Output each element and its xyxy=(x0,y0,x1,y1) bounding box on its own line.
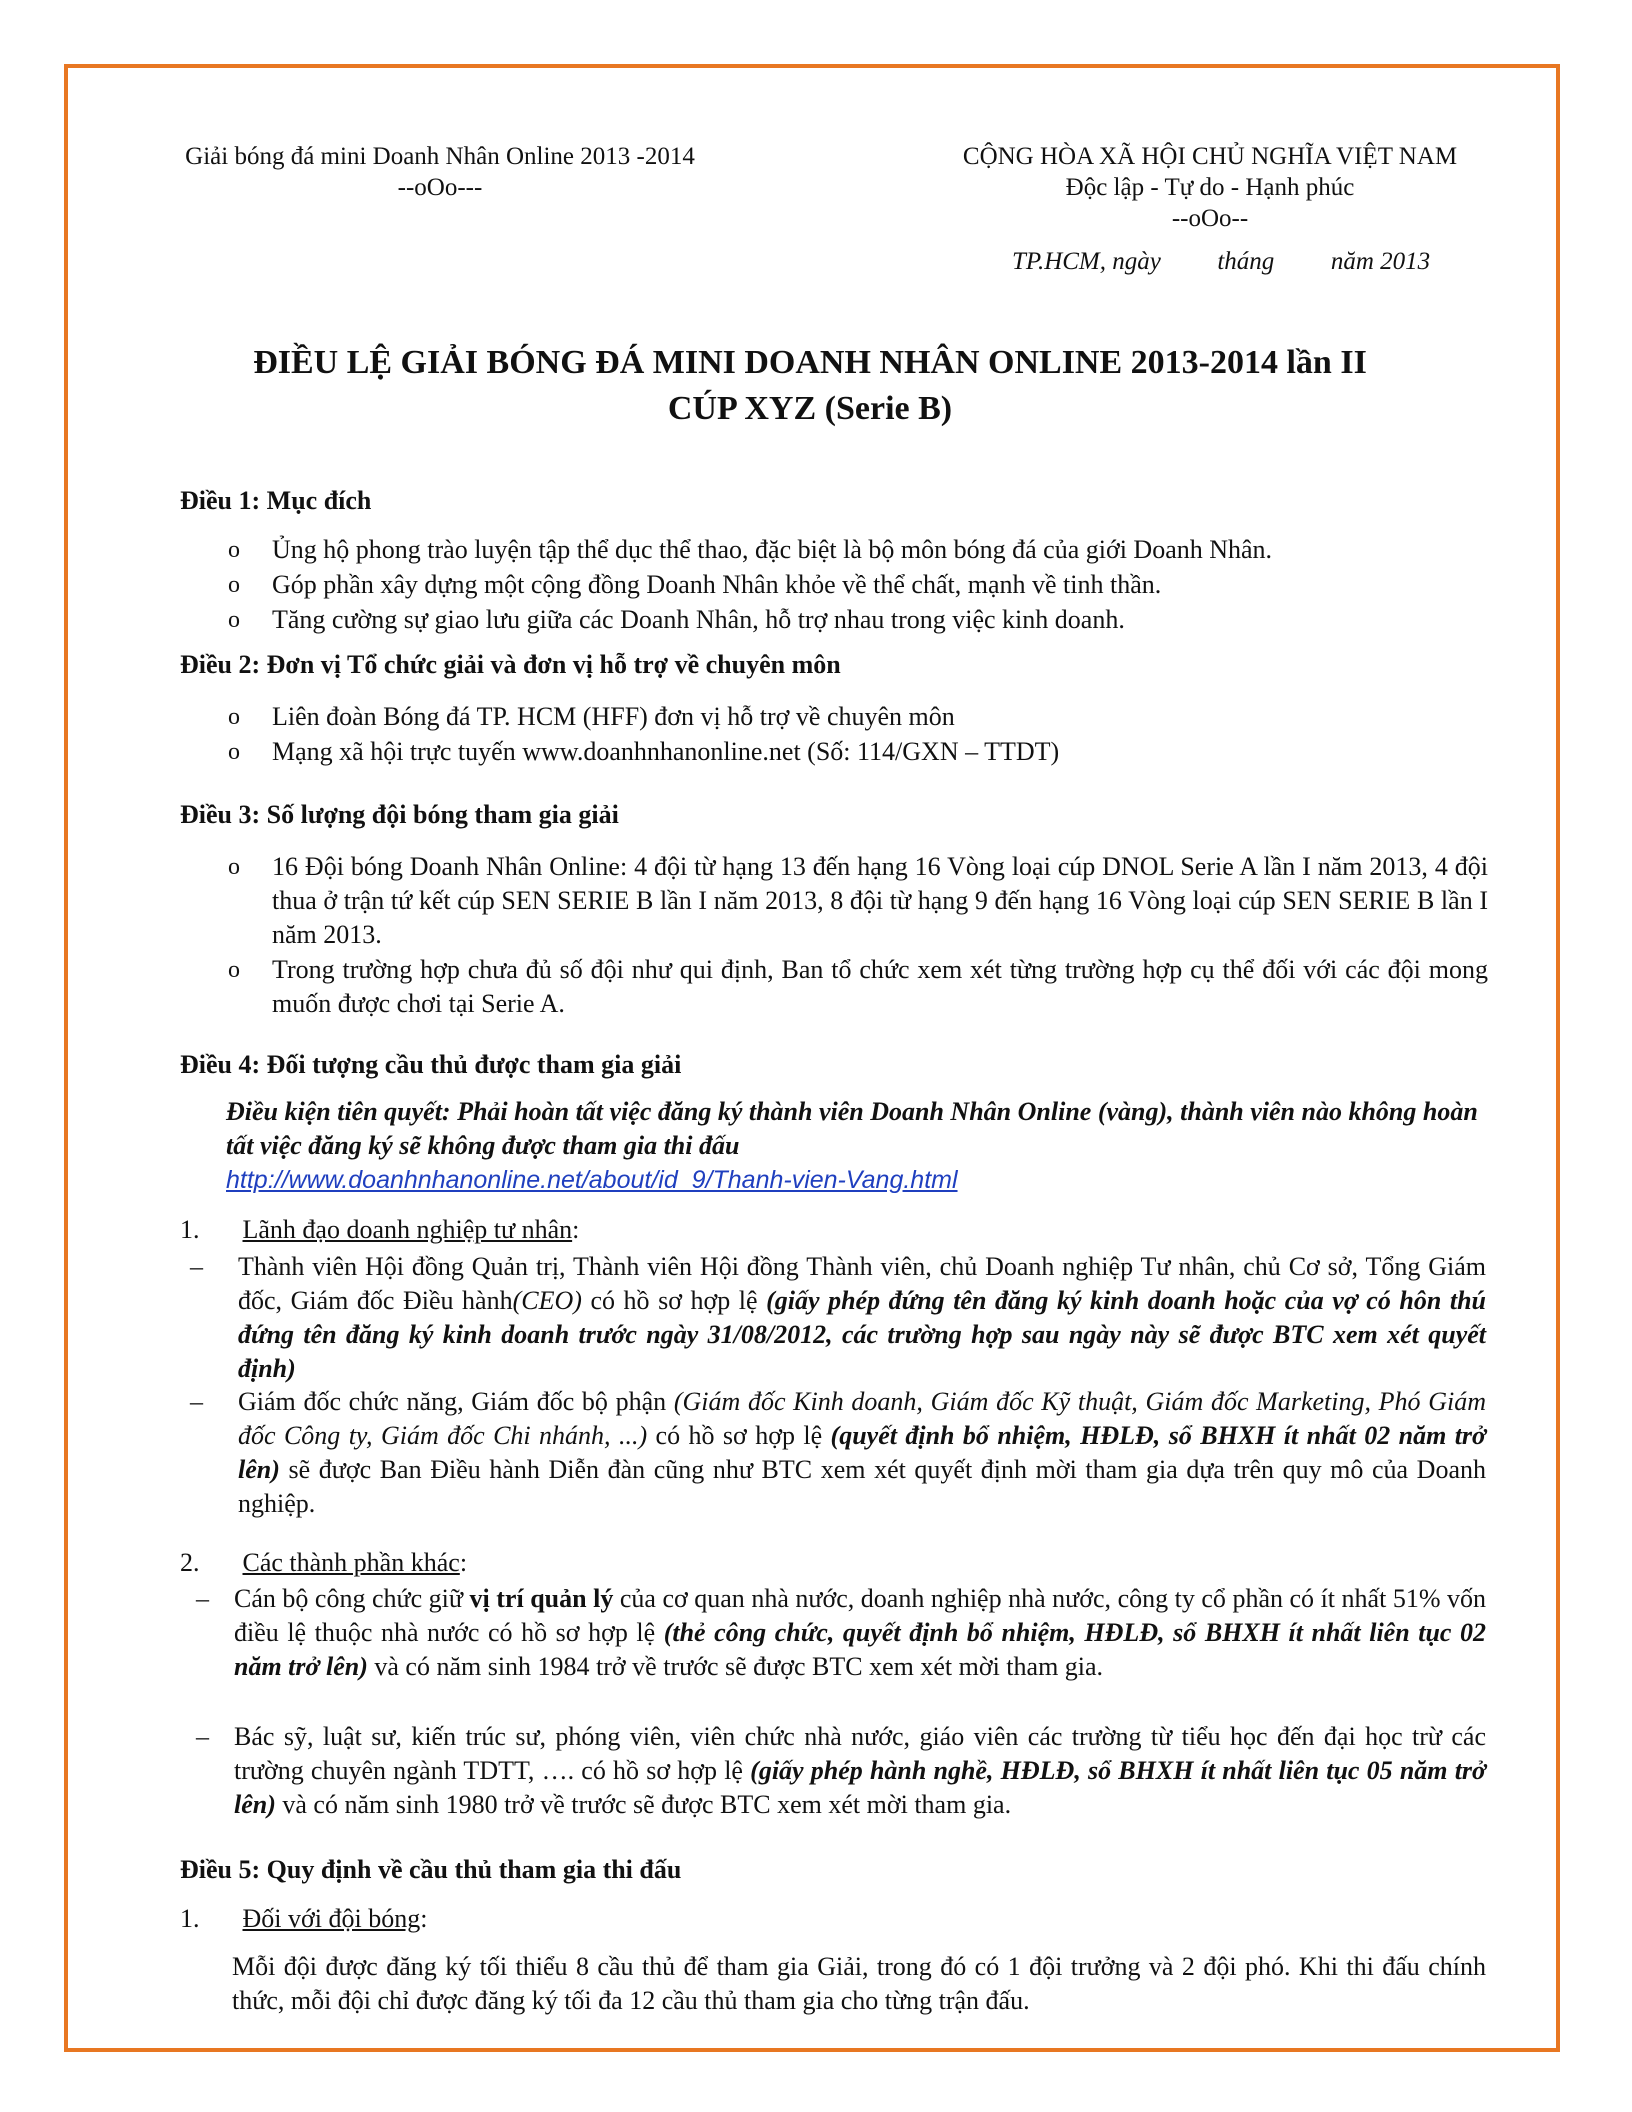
list-item: – Bác sỹ, luật sư, kiến trúc sư, phóng viên, viên chức nhà nước, giáo viên các trường từ tiểu học đến đại học trừ các trường chuyên ngành TDTT, …. có hồ sơ hợp lệ (giấy phép hành nghề, HĐLĐ, sổ BHXH ít nhất liên tục 05 năm trở lên) và có năm sinh 1980 trở về trước sẽ được BTC xem xét mời tham gia. xyxy=(196,1722,1486,1819)
dash-marker: – xyxy=(196,1722,209,1751)
list-item: – Thành viên Hội đồng Quản trị, Thành viên Hội đồng Thành viên, chủ Doanh nghiệp Tư nhân, chủ Cơ sở, Tổng Giám đốc, Giám đốc Điều hành(CEO) có hồ sơ hợp lệ (giấy phép đứng tên đăng ký kinh doanh hoặc của vợ có hôn thú đứng tên đăng ký kinh doanh trước ngày 31/08/2012, các trường hợp sau ngày này sẽ được BTC xem xét quyết định) xyxy=(190,1252,1486,1383)
title-line-2: CÚP XYZ (Serie B) xyxy=(667,390,953,427)
article-1-heading: Điều 1: Mục đích xyxy=(180,486,372,515)
section-4-2-heading: 2. Các thành phần khác: xyxy=(180,1548,468,1577)
dash-marker: – xyxy=(190,1252,203,1281)
list-item: o Trong trường hợp chưa đủ số đội như qui định, Ban tổ chức xem xét từng trường hợp cụ thể đối với các đội mong muốn được chơi tại Serie A. xyxy=(228,955,1488,1018)
header-left-ornament: --oOo--- xyxy=(397,174,483,201)
bullet-marker: o xyxy=(228,854,240,880)
dash-marker: – xyxy=(196,1584,209,1613)
dash-marker: – xyxy=(190,1387,203,1416)
date-line xyxy=(1012,248,1430,276)
list-item: o Ủng hộ phong trào luyện tập thể dục thể thao, đặc biệt là bộ môn bóng đá của giới Doanh Nhân. xyxy=(228,533,1488,567)
motto: Độc lập - Tự do - Hạnh phúc xyxy=(1065,174,1355,201)
list-item: o Mạng xã hội trực tuyến www.doanhnhanonline.net (Số: 114/GXN – TTDT) xyxy=(228,735,1488,769)
section-5-1-heading: 1. Đối với đội bóng: xyxy=(180,1904,428,1933)
date-month: tháng xyxy=(1217,248,1275,275)
section-title: Đối với đội bóng xyxy=(242,1904,421,1933)
header-right xyxy=(940,141,1480,234)
section-title: Lãnh đạo doanh nghiệp tư nhân xyxy=(242,1215,573,1244)
title-line-1: ĐIỀU LỆ GIẢI BÓNG ĐÁ MINI DOANH NHÂN ONLINE 2013-2014 lần II xyxy=(253,344,1367,381)
bullet-marker: o xyxy=(228,607,240,633)
list-item: o Liên đoàn Bóng đá TP. HCM (HFF) đơn vị hỗ trợ về chuyên môn xyxy=(228,700,1488,734)
date-year: năm 2013 xyxy=(1330,248,1431,275)
section-4-1-heading: 1. Lãnh đạo doanh nghiệp tư nhân: xyxy=(180,1215,580,1244)
bullet-marker: o xyxy=(228,572,240,598)
bullet-marker: o xyxy=(228,739,240,765)
gold-member-link[interactable]: http://www.doanhnhanonline.net/about/id_9/Thanh-vien-Vang.html xyxy=(226,1166,958,1194)
section-number: 2. xyxy=(180,1548,200,1577)
bullet-marker: o xyxy=(228,704,240,730)
tournament-name: Giải bóng đá mini Doanh Nhân Online 2013 -2014 xyxy=(185,143,695,170)
list-item: o Góp phần xây dựng một cộng đồng Doanh Nhân khỏe về thể chất, mạnh về tinh thần. xyxy=(228,568,1488,602)
team-rule-paragraph: Mỗi đội được đăng ký tối thiểu 8 cầu thủ để tham gia Giải, trong đó có 1 đội trưởng và 2 đội phó. Khi thi đấu chính thức, mỗi đội chỉ được đăng ký tối đa 12 cầu thủ tham gia cho từng trận đấu. xyxy=(232,1952,1486,2015)
list-item: o Tăng cường sự giao lưu giữa các Doanh Nhân, hỗ trợ nhau trong việc kinh doanh. xyxy=(228,603,1488,637)
date-place: TP.HCM, ngày xyxy=(1012,248,1161,275)
article-2-heading: Điều 2: Đơn vị Tổ chức giải và đơn vị hỗ trợ về chuyên môn xyxy=(180,650,841,679)
list-item: o 16 Đội bóng Doanh Nhân Online: 4 đội từ hạng 13 đến hạng 16 Vòng loại cúp DNOL Serie A lần I năm 2013, 4 đội thua ở trận tứ kết cúp SEN SERIE B lần I năm 2013, 8 đội từ hạng 9 đến hạng 16 Vòng loại cúp SEN SERIE B lần I năm 2013. xyxy=(228,852,1488,949)
bullet-marker: o xyxy=(228,957,240,983)
prerequisite-note: Điều kiện tiên quyết: Phải hoàn tất việc đăng ký thành viên Doanh Nhân Online (vàng), thành viên nào không hoàn tất việc đăng ký sẽ không được tham gia thi đấu xyxy=(226,1097,1478,1160)
header-right-ornament: --oOo-- xyxy=(1171,205,1249,232)
country-name: CỘNG HÒA XÃ HỘI CHỦ NGHĨA VIỆT NAM xyxy=(962,143,1458,170)
article-4-heading: Điều 4: Đối tượng cầu thủ được tham gia giải xyxy=(180,1050,682,1079)
section-number: 1. xyxy=(180,1215,200,1244)
bullet-marker: o xyxy=(228,537,240,563)
list-item: – Giám đốc chức năng, Giám đốc bộ phận (Giám đốc Kinh doanh, Giám đốc Kỹ thuật, Giám đốc Marketing, Phó Giám đốc Công ty, Giám đốc Chi nhánh, ...) có hồ sơ hợp lệ (quyết định bổ nhiệm, HĐLĐ, sổ BHXH ít nhất 02 năm trở lên) sẽ được Ban Điều hành Diễn đàn cũng như BTC xem xét quyết định mời tham gia dựa trên quy mô của Doanh nghiệp. xyxy=(190,1387,1486,1518)
article-5-heading: Điều 5: Quy định về cầu thủ tham gia thi đấu xyxy=(180,1855,682,1884)
section-title: Các thành phần khác xyxy=(242,1548,460,1577)
section-number: 1. xyxy=(180,1904,200,1933)
list-item: – Cán bộ công chức giữ vị trí quản lý của cơ quan nhà nước, doanh nghiệp nhà nước, công ty cổ phần có ít nhất 51% vốn điều lệ thuộc nhà nước có hồ sơ hợp lệ (thẻ công chức, quyết định bổ nhiệm, HĐLĐ, sổ BHXH ít nhất liên tục 02 năm trở lên) và có năm sinh 1984 trở về trước sẽ được BTC xem xét mời tham gia. xyxy=(196,1584,1487,1681)
article-3-heading: Điều 3: Số lượng đội bóng tham gia giải xyxy=(180,800,619,829)
header-left xyxy=(170,141,710,203)
document-title xyxy=(180,340,1440,432)
